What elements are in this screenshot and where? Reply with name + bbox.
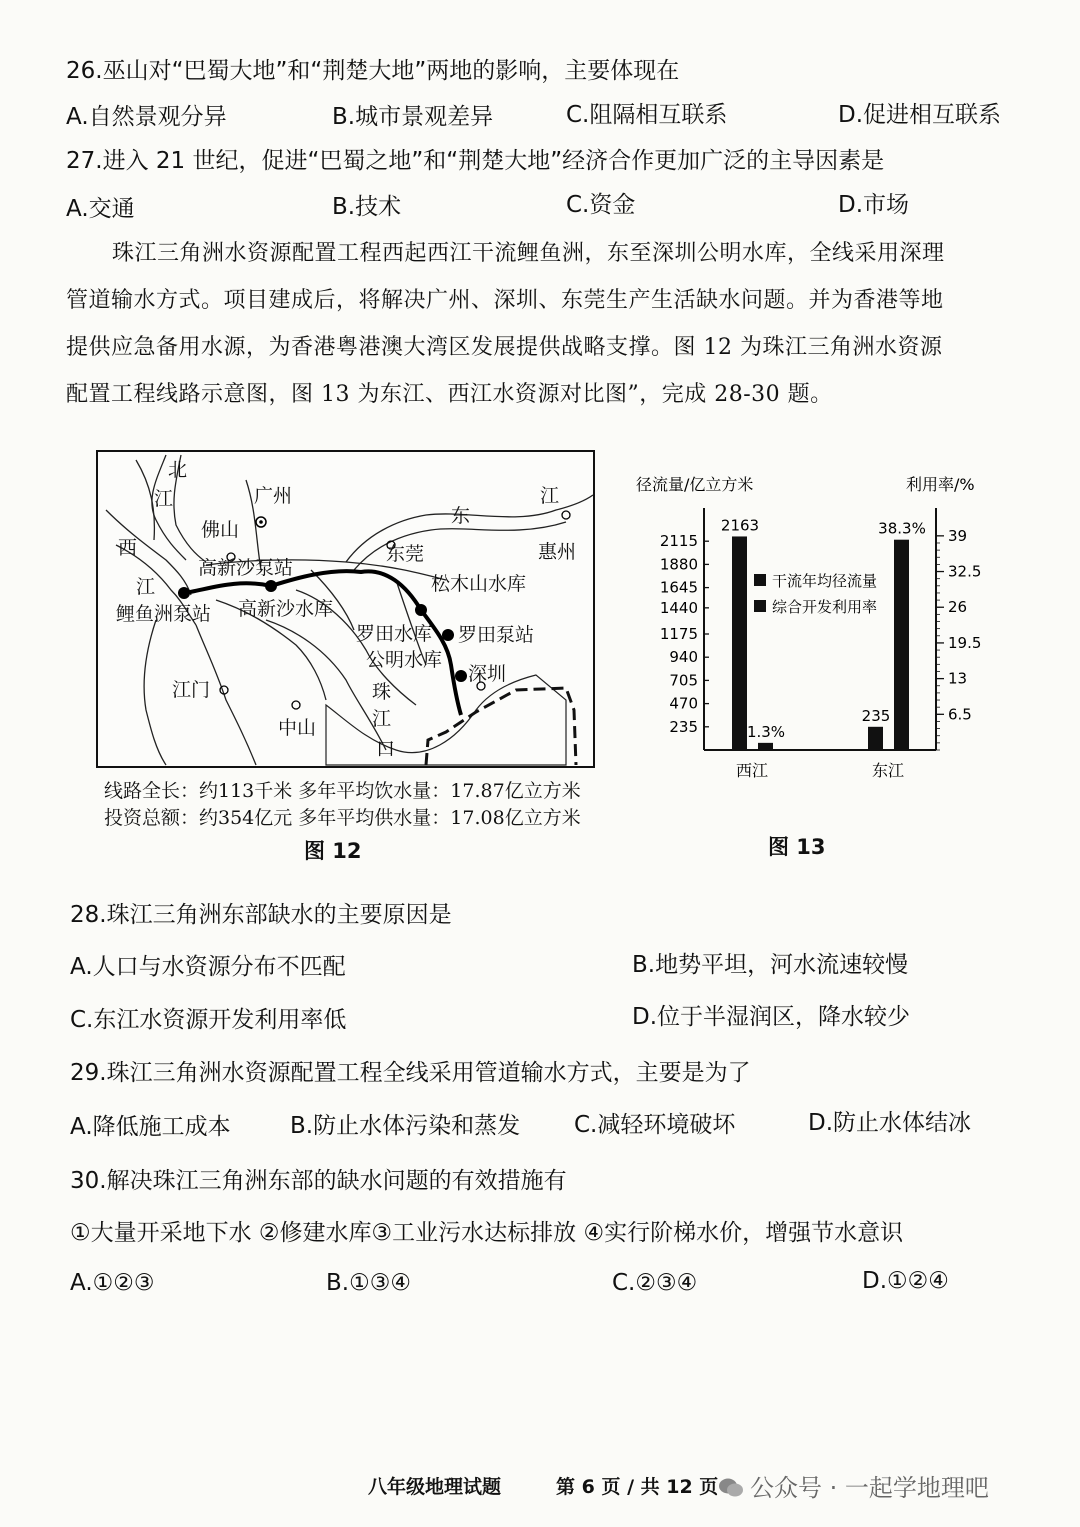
left-tick-label: 1880 bbox=[659, 555, 698, 574]
figure-13-caption: 图 13 bbox=[768, 835, 826, 859]
legend-label: 干流年均径流量 bbox=[772, 572, 878, 590]
legend-label: 综合开发利用率 bbox=[772, 598, 878, 616]
map-label: 公明水库 bbox=[366, 649, 443, 671]
q26-stem: 26.巫山对“巴蜀大地”和“荆楚大地”两地的影响，主要体现在 bbox=[66, 58, 680, 84]
map-label: 广州 bbox=[254, 485, 293, 507]
map-label: 深圳 bbox=[468, 663, 507, 685]
map-label: 罗田水库 bbox=[356, 623, 433, 645]
utilization-value-label: 1.3% bbox=[746, 722, 786, 741]
passage-line-4: 配置工程线路示意图，图 13 为东江、西江水资源对比图”，完成 28-30 题。 bbox=[66, 382, 833, 407]
chart-right-axis-title: 利用率/% bbox=[906, 475, 975, 494]
q27-option-c: C.资金 bbox=[566, 192, 636, 218]
map-label: 惠州 bbox=[538, 541, 577, 563]
q30-choices: ①大量开采地下水 ②修建水库③工业污水达标排放 ④实行阶梯水价，增强节水意识 bbox=[70, 1220, 904, 1246]
q29-option-a: A.降低施工成本 bbox=[70, 1114, 231, 1140]
map-label: 北 bbox=[168, 459, 188, 481]
utilization-bar bbox=[758, 743, 773, 750]
map-label: 东 bbox=[451, 505, 471, 527]
q30-stem: 30.解决珠江三角洲东部的缺水问题的有效措施有 bbox=[70, 1168, 567, 1194]
map-label: 西 bbox=[118, 537, 138, 559]
left-tick-label: 1645 bbox=[659, 578, 698, 597]
q29-option-b: B.防止水体污染和蒸发 bbox=[290, 1113, 521, 1139]
right-tick-label: 26 bbox=[948, 598, 968, 617]
category-label: 西江 bbox=[735, 761, 769, 780]
q27-option-b: B.技术 bbox=[332, 194, 402, 220]
gongming-dot bbox=[455, 670, 467, 682]
runoff-value-label: 2163 bbox=[720, 516, 760, 535]
map-label: 东莞 bbox=[386, 543, 425, 565]
map-label: 口 bbox=[376, 738, 396, 760]
map-label: 江 bbox=[136, 576, 156, 598]
right-tick-label: 32.5 bbox=[948, 562, 982, 581]
q30-option-b: B.①③④ bbox=[326, 1270, 411, 1296]
map-label: 中山 bbox=[278, 717, 317, 739]
utilization-bar bbox=[894, 540, 909, 750]
watermark-text: 公众号 · 一起学地理吧 bbox=[750, 1474, 989, 1502]
map-info-line-1: 线路全长：约113千米 多年平均饮水量：17.87亿立方米 bbox=[104, 780, 581, 802]
q27-option-d: D.市场 bbox=[838, 192, 910, 218]
q28-option-b: B.地势平坦，河水流速较慢 bbox=[632, 952, 909, 978]
runoff-value-label: 235 bbox=[861, 706, 891, 725]
map-label: 江 bbox=[372, 708, 392, 730]
map-label: 江门 bbox=[172, 679, 211, 701]
q26-option-d: D.促进相互联系 bbox=[838, 102, 1002, 128]
map-label: 江 bbox=[154, 488, 174, 510]
liyuzhou-station-dot bbox=[178, 587, 190, 599]
figure-12-map bbox=[96, 450, 596, 770]
passage-line-2: 管道输水方式。项目建成后，将解决广州、深圳、东莞生产生活缺水问题。并为香港等地 bbox=[66, 288, 944, 313]
figure-13-chart bbox=[626, 470, 990, 800]
q28-option-c: C.东江水资源开发利用率低 bbox=[70, 1007, 347, 1033]
wechat-icon bbox=[718, 1477, 744, 1499]
q27-option-a: A.交通 bbox=[66, 196, 135, 222]
q28-option-d: D.位于半湿润区，降水较少 bbox=[632, 1004, 911, 1030]
q28-stem: 28.珠江三角洲东部缺水的主要原因是 bbox=[70, 902, 452, 928]
right-tick-label: 19.5 bbox=[948, 633, 982, 652]
left-tick-label: 940 bbox=[669, 648, 698, 667]
map-label: 珠 bbox=[372, 681, 392, 703]
category-label: 东江 bbox=[871, 761, 905, 780]
footer-title: 八年级地理试题 bbox=[368, 1476, 502, 1498]
watermark bbox=[718, 1468, 989, 1503]
footer-page-number: 第 6 页 / 共 12 页 bbox=[556, 1476, 719, 1498]
passage-line-1: 珠江三角洲水资源配置工程西起西江干流鲤鱼洲，东至深圳公明水库，全线采用深理 bbox=[112, 241, 945, 266]
right-tick-label: 39 bbox=[948, 526, 968, 545]
q26-option-c: C.阻隔相互联系 bbox=[566, 102, 728, 128]
map-label: 佛山 bbox=[201, 519, 240, 541]
map-label: 鲤鱼洲泵站 bbox=[116, 603, 212, 625]
left-tick-label: 705 bbox=[669, 671, 698, 690]
map-label: 江 bbox=[540, 485, 560, 507]
utilization-value-label: 38.3% bbox=[878, 519, 926, 538]
left-tick-label: 2115 bbox=[659, 532, 698, 551]
q29-stem: 29.珠江三角洲水资源配置工程全线采用管道输水方式，主要是为了 bbox=[70, 1060, 751, 1086]
map-label: 罗田泵站 bbox=[458, 624, 535, 646]
q30-option-c: C.②③④ bbox=[612, 1270, 698, 1296]
luotian-dot bbox=[442, 629, 454, 641]
runoff-bar bbox=[868, 727, 883, 750]
map-label: 高新沙水库 bbox=[238, 598, 334, 620]
legend-swatch bbox=[754, 600, 766, 612]
map-label: 松木山水库 bbox=[431, 573, 527, 595]
q29-option-c: C.减轻环境破坏 bbox=[574, 1112, 736, 1138]
legend-swatch bbox=[754, 574, 766, 586]
q28-option-a: A.人口与水资源分布不匹配 bbox=[70, 954, 346, 980]
q26-option-b: B.城市景观差异 bbox=[332, 104, 494, 130]
q27-stem: 27.进入 21 世纪，促进“巴蜀之地”和“荆楚大地”经济合作更加广泛的主导因素是 bbox=[66, 148, 885, 174]
left-tick-label: 1175 bbox=[659, 625, 698, 643]
q30-option-d: D.①②④ bbox=[862, 1268, 949, 1294]
passage-line-3: 提供应急备用水源，为香港粤港澳大湾区发展提供战略支撑。图 12 为珠江三角洲水资源 bbox=[66, 335, 943, 360]
songmushan-dot bbox=[415, 604, 427, 616]
left-tick-label: 235 bbox=[669, 717, 698, 736]
gaoxinsha-station-dot bbox=[265, 580, 277, 592]
map-label: 高新沙泵站 bbox=[198, 557, 294, 579]
figure-12-caption: 图 12 bbox=[304, 839, 362, 863]
q29-option-d: D.防止水体结冰 bbox=[808, 1110, 972, 1136]
left-tick-label: 1440 bbox=[659, 598, 698, 617]
right-tick-label: 6.5 bbox=[948, 705, 972, 724]
left-tick-label: 470 bbox=[669, 694, 698, 713]
runoff-bar bbox=[732, 536, 747, 750]
map-info-line-2: 投资总额：约354亿元 多年平均供水量：17.08亿立方米 bbox=[104, 807, 581, 829]
chart-left-axis-title: 径流量/亿立方米 bbox=[636, 475, 754, 494]
q30-option-a: A.①②③ bbox=[70, 1270, 155, 1296]
q26-option-a: A.自然景观分异 bbox=[66, 104, 227, 130]
right-tick-label: 13 bbox=[948, 669, 968, 688]
